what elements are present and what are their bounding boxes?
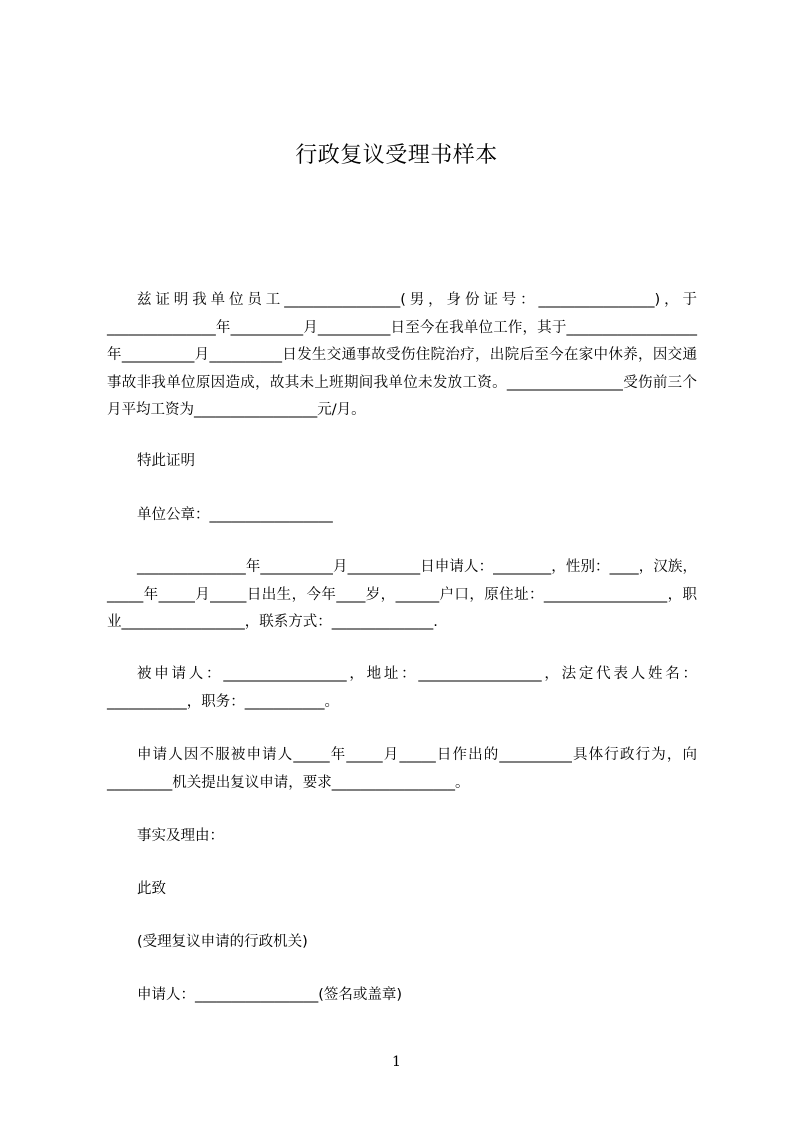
respondent-info-paragraph: 被申请人：_________________，地址：_________________，法定代表人姓名：___________，职务：___________。	[107, 666, 697, 710]
salutation-line: 此致	[137, 881, 166, 897]
recipient-authority-line: (受理复议申请的行政机关)	[137, 934, 308, 950]
certification-paragraph: 兹证明我单位员工________________(男，身份证号：________________)，于_______________年__________月__________日至今在我单位工作，其于__________________年__________月__________日发生交通事故受伤住院治疗，出院后至今在家中休养，因交通事故非我单位原因造成，故其未上班期间我单位未发放工资。________________受伤前三个月平均工资为_________________元/月。	[107, 292, 697, 418]
page-number: 1	[392, 1054, 401, 1070]
special-certification-line: 特此证明	[137, 453, 195, 469]
applicant-signature-line: 申请人：_________________(签名或盖章)	[137, 987, 403, 1003]
unit-seal-line: 单位公章：_________________	[137, 507, 333, 523]
document-title: 行政复议受理书样本	[295, 143, 498, 168]
facts-and-reasons-line: 事实及理由：	[137, 828, 224, 844]
request-paragraph: 申请人因不服被申请人_____年_____月_____日作出的__________具体行政行为，向_________机关提出复议申请，要求_________________。	[107, 747, 697, 791]
applicant-info-paragraph: _______________年__________月__________日申请人：________，性别：____，汉族，_____年_____月_____日出生，今年____岁，______户口，原住址：_________________，职业_________________，联系方式：______________.	[107, 559, 697, 630]
